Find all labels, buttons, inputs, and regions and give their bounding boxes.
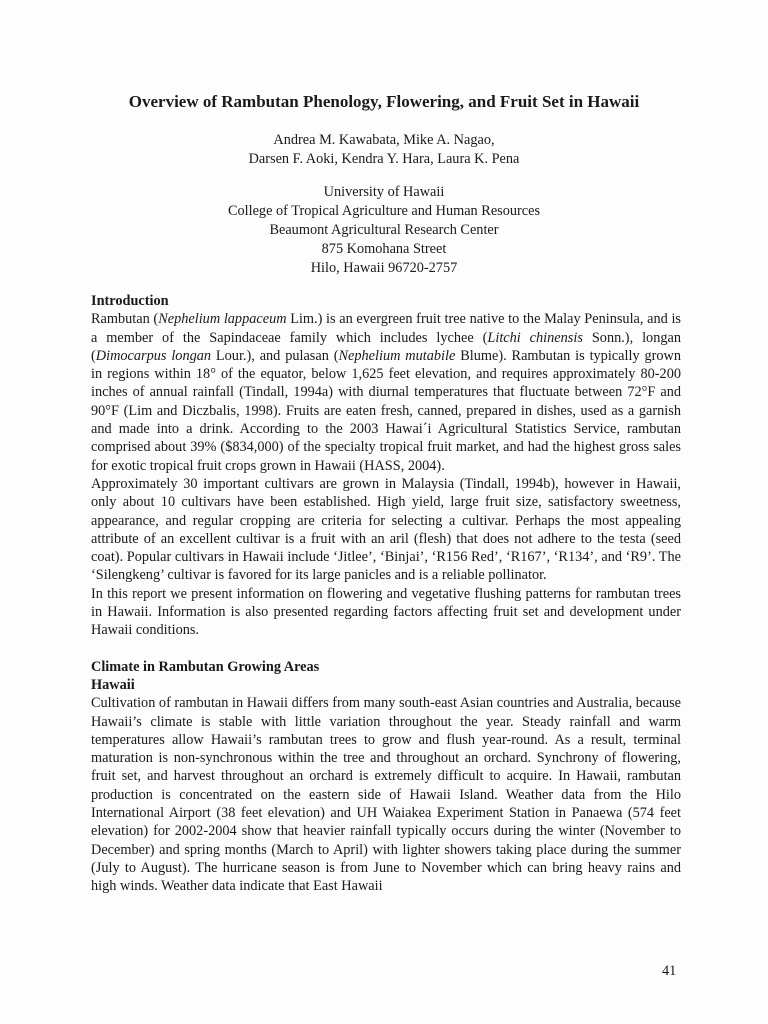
intro-paragraph-2: Approximately 30 important cultivars are grown in Malaysia (Tindall, 1994b), however in Hawaii, only about 10 cultivars have been established. High yield, large fruit size, satisfactory sweetness, appearance, and regular cropping are criteria for selecting a cultivar. Perhaps the most appealing attribute of an excellent cultivar is a fruit with an aril (flesh) that does not adhere to the testa (seed coat). Popular cultivars in Hawaii include ‘Jitlee’, ‘Binjai’, ‘R156 Red’, ‘R167’, ‘R134’, and ‘R9’. The ‘Silengkeng’ cultivar is favored for its large panicles and is a reliable pollinator. bbox=[91, 475, 681, 584]
section-spacer bbox=[91, 640, 681, 658]
species-name: Nephelium mutabile bbox=[338, 347, 456, 364]
affiliation-line: 875 Komohana Street bbox=[321, 241, 447, 257]
intro-paragraph-3: In this report we present information on flowering and vegetative flushing patterns for rambutan trees in Hawaii. Information is also presented regarding factors affecting fruit set and development under Hawaii conditions. bbox=[91, 585, 681, 639]
section-heading-climate: Climate in Rambutan Growing Areas bbox=[91, 658, 320, 675]
page-number: 41 bbox=[662, 963, 677, 979]
climate-paragraph-1: Cultivation of rambutan in Hawaii differs from many south-east Asian countries and Australia, because Hawaii’s climate is stable with little variation throughout the year. Steady rainfall and warm temperatures allow Hawaii’s rambutan trees to grow and flush year-round. As a result, terminal maturation is non-synchronous within the tree and throughout an orchard. Synchrony of flowering, fruit set, and harvest throughout an orchard is extremely difficult to acquire. In Hawaii, rambutan production is concentrated on the eastern side of Hawaii Island. Weather data from the Hilo International Airport (38 feet elevation) and UH Waiakea Experiment Station in Panaewa (574 feet elevation) for 2002-2004 show that heavier rainfall typically occurs during the winter (November to December) and spring months (March to April) with lighter showers taking place during the summer (July to August). The hurricane season is from June to November which can bring heavy rains and high winds. Weather data indicate that East Hawaii bbox=[91, 695, 681, 895]
author-line: Andrea M. Kawabata, Mike A. Nagao, bbox=[273, 132, 495, 148]
section-heading-introduction: Introduction bbox=[91, 293, 169, 309]
author-line: Darsen F. Aoki, Kendra Y. Hara, Laura K. Pena bbox=[248, 151, 520, 167]
paper-title: Overview of Rambutan Phenology, Flowering, and Fruit Set in Hawaii bbox=[128, 92, 640, 111]
author-list bbox=[0, 131, 768, 169]
affiliation-line: College of Tropical Agriculture and Human Resources bbox=[227, 203, 541, 219]
affiliation-line: Beaumont Agricultural Research Center bbox=[269, 222, 499, 238]
paper-body bbox=[91, 292, 681, 896]
affiliation-block bbox=[0, 183, 768, 278]
intro-paragraph-1: Rambutan (Nephelium lappaceum Lim.) is an evergreen fruit tree native to the Malay Peninsula, and is a member of the Sapindaceae family which includes lychee (Litchi chinensis Sonn.), longan (Dimocarpus longan Lour.), and pulasan (Nephelium mutabile Blume). Rambutan is typically grown in regions within 18° of the equator, below 1,625 feet elevation, and requires approximately 80-200 inches of annual rainfall (Tindall, 1994a) with diurnal temperatures that fluctuate between 72°F and 90°F (Lim and Diczbalis, 1998). Fruits are eaten fresh, canned, prepared in dishes, used as a garnish and made into a drink. According to the 2003 Hawai´i Agricultural Statistics Service, rambutan comprised about 39% ($834,000) of the specialty tropical fruit market, and had the highest gross sales for exotic tropical fruit crops grown in Hawaii (HASS, 2004). bbox=[91, 311, 681, 474]
species-name: Nephelium lappaceum bbox=[158, 311, 287, 328]
subsection-heading-hawaii: Hawaii bbox=[91, 676, 135, 693]
affiliation-line: Hilo, Hawaii 96720-2757 bbox=[310, 260, 458, 276]
species-name: Dimocarpus longan bbox=[95, 347, 212, 364]
species-name: Litchi chinensis bbox=[487, 329, 583, 346]
affiliation-line: University of Hawaii bbox=[323, 184, 445, 200]
